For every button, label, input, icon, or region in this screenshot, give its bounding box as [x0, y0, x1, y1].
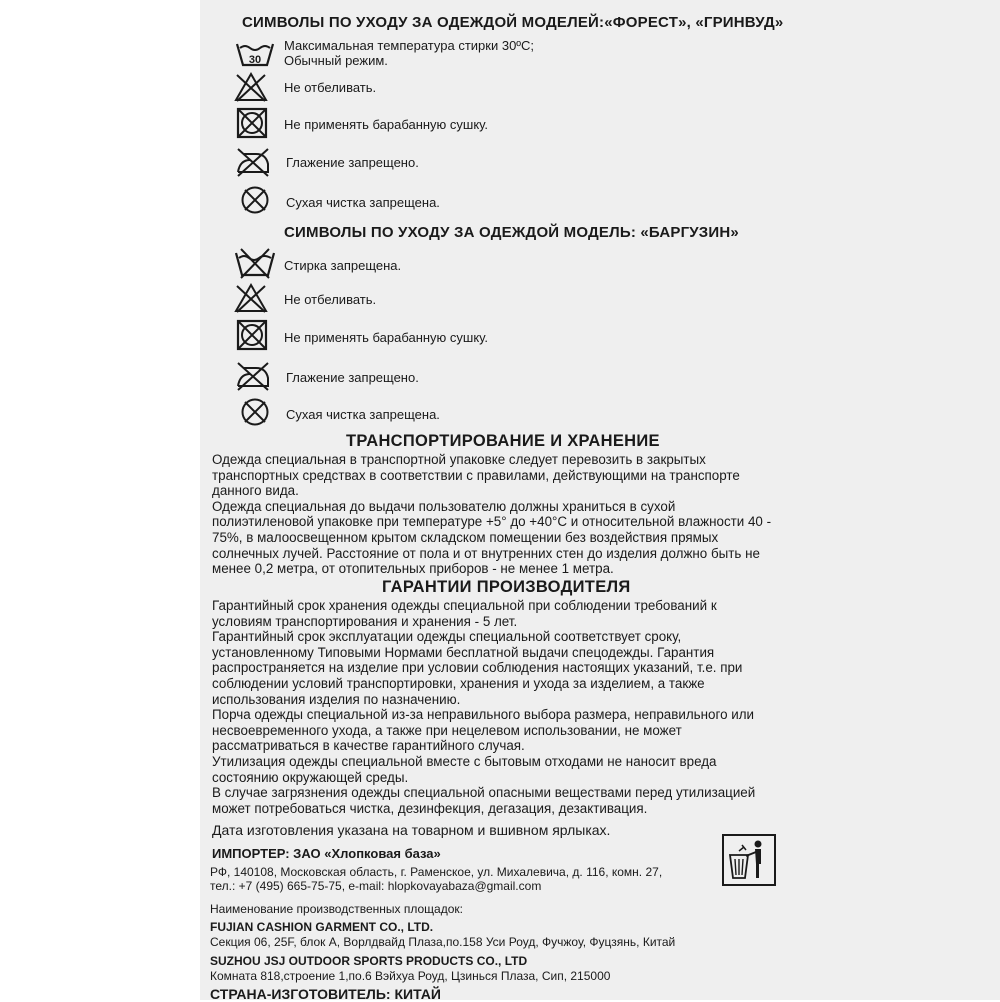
- text-line: менее 0,2 метра, от отопительных приборов - не менее 1 метра.: [212, 561, 614, 577]
- no-bleach-icon: [234, 283, 268, 313]
- text-line: рассматриваться в качестве гарантийного случая.: [212, 738, 525, 754]
- care-section-title-barguzin: СИМВОЛЫ ПО УХОДУ ЗА ОДЕЖДОЙ МОДЕЛЬ: «БАРГУЗИН»: [284, 224, 739, 241]
- label-sheet: [200, 0, 1000, 1000]
- production-heading: Наименование производственных площадок:: [210, 902, 463, 916]
- no-bleach-text: Не отбеливать.: [284, 292, 377, 307]
- no-iron-text: Глажение запрещено.: [286, 370, 419, 385]
- text-line: условиям транспортирования и хранения - 5 лет.: [212, 613, 518, 629]
- text-line: Одежда специальная в транспортной упаковке следует перевозить в закрытых: [212, 452, 706, 467]
- text-line: установленному Типовыми Нормами бесплатной выдачи спецодежды. Гарантия: [212, 644, 715, 660]
- text-line: несвоевременного ухода, а также при нецелевом использовании, не может: [212, 722, 682, 738]
- no-dry-clean-text: Сухая чистка запрещена.: [286, 407, 440, 422]
- no-tumble-dry-icon: [236, 107, 268, 139]
- factory1-name: FUJIAN CASHION GARMENT CO., LTD.: [210, 920, 434, 934]
- warranty-title: ГАРАНТИИ ПРОИЗВОДИТЕЛЯ: [382, 578, 631, 596]
- wash-temp-text: Максимальная температура стирки 30ºС;: [284, 38, 535, 53]
- care-section-title-forest: СИМВОЛЫ ПО УХОДУ ЗА ОДЕЖДОЙ МОДЕЛЕЙ:«ФОРЕСТ», «ГРИНВУД»: [242, 14, 784, 31]
- text-line: соблюдении условий транспортировки, хранения и ухода за изделием, а также: [212, 675, 705, 691]
- text-line: Гарантийный срок эксплуатации одежды специальной соответствует сроку,: [212, 629, 682, 645]
- no-tumble-dry-text: Не применять барабанную сушку.: [284, 117, 488, 132]
- no-wash-text: Стирка запрещена.: [284, 258, 402, 273]
- text-line: использования изделия по назначению.: [212, 691, 461, 707]
- no-bleach-text: Не отбеливать.: [284, 80, 377, 95]
- factory1-address: Секция 06, 25F, блок А, Ворлдвайд Плаза,по.158 Уси Роуд, Фучжоу, Фуцзянь, Китай: [210, 935, 676, 949]
- importer-contacts: тел.: +7 (495) 665-75-75, e-mail: hlopkovayabaza@gmail.com: [210, 879, 542, 893]
- transport-text: [212, 452, 771, 577]
- factory2-name: SUZHOU JSJ OUTDOOR SPORTS PRODUCTS CO., LTD: [210, 954, 528, 968]
- no-iron-icon: [234, 146, 272, 178]
- text-line: полиэтиленовой упаковке при температуре +5° до +40°С и относительной влажности 40 -: [212, 514, 772, 530]
- text-line: может потребоваться чистка, дезинфекция, дегазация, дезактивация.: [212, 800, 648, 816]
- text-line: транспортных средствах в соответствии с правилами, действующими на транспорте: [212, 467, 740, 483]
- text-line: 75%, в малоосвещенном крытом складском помещении без воздействия прямых: [212, 529, 719, 545]
- no-iron-text: Глажение запрещено.: [286, 155, 419, 170]
- text-line: данного вида.: [212, 483, 299, 499]
- warranty-text: [212, 598, 755, 816]
- wash-30-icon: [235, 40, 275, 68]
- text-line: Порча одежды специальной из-за неправильного выбора размера, неправильного или: [212, 707, 755, 723]
- no-iron-icon: [234, 360, 272, 392]
- transport-title: ТРАНСПОРТИРОВАНИЕ И ХРАНЕНИЕ: [346, 432, 660, 450]
- text-line: Утилизация одежды специальной вместе с бытовым отходами не наносит вреда: [212, 753, 717, 769]
- text-line: солнечных лучей. Расстояние от пола и от внутренних стен до изделия должно быть не: [212, 545, 760, 561]
- importer-address: РФ, 140108, Московская область, г. Раменское, ул. Михалевича, д. 116, комн. 27,: [210, 865, 663, 879]
- importer-title: ИМПОРТЕР: ЗАО «Хлопковая база»: [212, 846, 441, 861]
- text-line: состоянию окружающей среды.: [212, 769, 409, 785]
- country-of-origin: СТРАНА-ИЗГОТОВИТЕЛЬ: КИТАЙ: [210, 986, 441, 1002]
- no-dry-clean-icon: [240, 397, 270, 427]
- text-line: В случае загрязнения одежды специальной опасными веществами перед утилизацией: [212, 785, 756, 801]
- manufacture-date-note: Дата изготовления указана на товарном и вшивном ярлыках.: [212, 822, 611, 838]
- no-dry-clean-icon: [240, 185, 270, 215]
- no-tumble-dry-text: Не применять барабанную сушку.: [284, 330, 488, 345]
- text-line: Одежда специальная до выдачи пользователю должны храниться в сухой: [212, 498, 676, 514]
- wash-temp-label: 30: [248, 54, 262, 66]
- no-wash-icon: [233, 247, 277, 279]
- trash-bin-icon: [722, 834, 776, 886]
- wash-mode-text: Обычный режим.: [284, 53, 388, 68]
- factory2-address: Комната 818,строение 1,по.6 Вэйхуа Роуд, Цзинься Плаза, Сип, 215000: [210, 969, 611, 983]
- no-dry-clean-text: Сухая чистка запрещена.: [286, 195, 440, 210]
- text-line: распространяется на изделие при условии соблюдения настоящих указаний, т.е. при: [212, 660, 743, 676]
- text-line: Гарантийный срок хранения одежды специальной при соблюдении требований к: [212, 598, 717, 613]
- no-bleach-icon: [234, 72, 268, 102]
- no-tumble-dry-icon: [236, 319, 268, 351]
